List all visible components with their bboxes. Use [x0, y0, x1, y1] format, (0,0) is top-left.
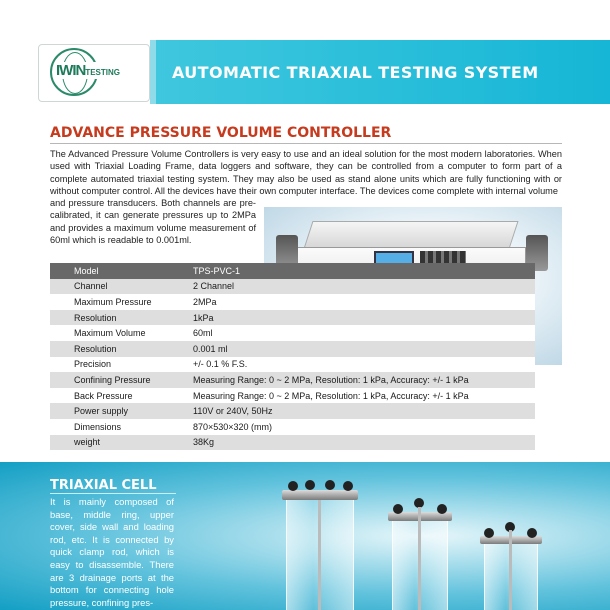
spec-label: Maximum Volume: [50, 325, 171, 341]
table-row: [50, 310, 535, 326]
section-divider: [50, 493, 176, 494]
spec-label: Maximum Pressure: [50, 294, 171, 310]
cell-top-cap: [282, 490, 358, 500]
spec-label: Back Pressure: [50, 388, 171, 404]
spec-value: 38Kg: [171, 435, 535, 451]
spec-value: Measuring Range: 0 ~ 2 MPa, Resolution: 1 kPa, Accuracy: +/- 1 kPa: [171, 372, 535, 388]
spec-value: 110V or 240V, 50Hz: [171, 403, 535, 419]
table-row: [50, 279, 535, 295]
knob-icon: [437, 504, 447, 514]
section-divider: [50, 143, 562, 144]
triaxial-cell-description: It is mainly composed of base, middle ring, upper cover, side wall and loading rod, etc. It is connected by quick clamp rod, which is easy to disassemble. There are 3 drainage ports at the bottom for connecting hole pressure, confining pres-: [50, 496, 174, 608]
table-row: [50, 357, 535, 373]
spec-label: Resolution: [50, 310, 171, 326]
spec-label: Dimensions: [50, 419, 171, 435]
knob-icon: [393, 504, 403, 514]
spec-label: Power supply: [50, 403, 171, 419]
page-title: AUTOMATIC TRIAXIAL TESTING SYSTEM: [172, 63, 539, 82]
table-row: [50, 403, 535, 419]
knob-icon: [325, 480, 335, 490]
loading-rod: [418, 507, 421, 610]
spec-value: 60ml: [171, 325, 535, 341]
knob-icon: [527, 528, 537, 538]
table-row: [50, 419, 535, 435]
spec-value: 0.001 ml: [171, 341, 535, 357]
spec-label: Model: [50, 263, 171, 279]
loading-rod: [509, 530, 512, 610]
knob-icon: [343, 481, 353, 491]
table-row: [50, 388, 535, 404]
pvc-description-continued: and pressure transducers. Both channels are pre-calibrated, it can generate pressures up to 2MPa and provides a maximum volume measurement of 60ml which is readable to 0.001ml.: [50, 198, 256, 246]
spec-label: Confining Pressure: [50, 372, 171, 388]
spec-value: 2 Channel: [171, 279, 535, 295]
knob-icon: [484, 528, 494, 538]
spec-value: 870×530×320 (mm): [171, 419, 535, 435]
pvc-description: The Advanced Pressure Volume Controllers is very easy to use and an ideal solution for the most modern laboratories. When used with Triaxial Loading Frame, data loggers and software, they can be controlled from a computer to form part of a complete automated triaxial testing system. They may also be used as stand alone units which are fully functioning with or without computer control. All the devices have their own computer interface. The devices come complete with internal volume: [50, 149, 562, 197]
spec-value: 2MPa: [171, 294, 535, 310]
device-top: [303, 221, 518, 249]
loading-rod: [318, 500, 321, 610]
knob-icon: [288, 481, 298, 491]
table-row: [50, 341, 535, 357]
spec-label: weight: [50, 435, 171, 451]
spec-label: Channel: [50, 279, 171, 295]
section-title-triaxial-cell: TRIAXIAL CELL: [50, 478, 157, 493]
spec-value: +/- 0.1 % F.S.: [171, 357, 535, 373]
knob-icon: [305, 480, 315, 490]
table-row: [50, 372, 535, 388]
spec-label: Precision: [50, 357, 171, 373]
spec-value: TPS-PVC-1: [171, 263, 535, 279]
section-title-pvc: ADVANCE PRESSURE VOLUME CONTROLLER: [50, 125, 392, 141]
logo-text: IWINTESTING: [56, 62, 120, 79]
spec-value: 1kPa: [171, 310, 535, 326]
table-row: [50, 294, 535, 310]
table-row: [50, 263, 535, 279]
spec-label: Resolution: [50, 341, 171, 357]
spec-value: Measuring Range: 0 ~ 2 MPa, Resolution: 1 kPa, Accuracy: +/- 1 kPa: [171, 388, 535, 404]
table-row: [50, 435, 535, 451]
table-row: [50, 325, 535, 341]
spec-table: [50, 263, 535, 450]
